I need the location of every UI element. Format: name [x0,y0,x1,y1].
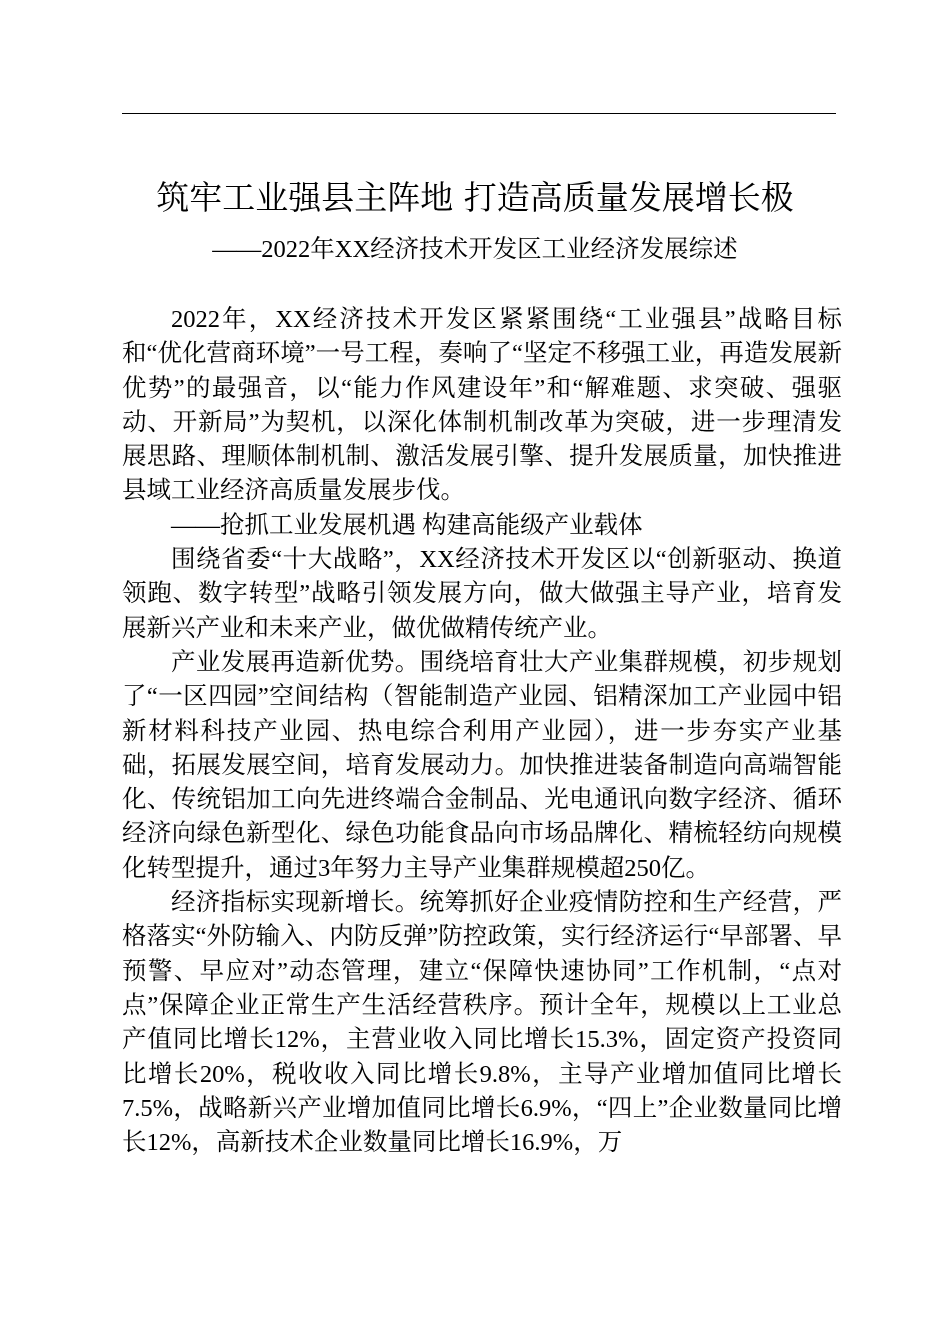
document-title: 筑牢工业强县主阵地 打造高质量发展增长极 [156,178,794,217]
header-rule [122,113,836,114]
paragraph-strategy: 围绕省委“十大战略”，XX经济技术开发区以“创新驱动、换道领跑、数字转型”战略引领发展方向，做大做强主导产业，培育发展新兴产业和未来产业，做优做精传统产业。 [122,546,842,642]
document-body [122,303,842,1160]
paragraph-industry: 产业发展再造新优势。围绕培育壮大产业集群规模，初步规划了“一区四园”空间结构（智能制造产业园、铝精深加工产业园中铝新材料科技产业园、热电综合利用产业园），进一步夯实产业基础，拓展发展空间，培育发展动力。加快推进装备制造向高端智能化、传统铝加工向先进终端合金制品、光电通讯向数字经济、循环经济向绿色新型化、绿色功能食品向市场品牌化、精梳轻纺向规模化转型提升，通过3年努力主导产业集群规模超250亿。 [122,648,842,882]
paragraph-economy: 经济指标实现新增长。统筹抓好企业疫情防控和生产经营，严格落实“外防输入、内防反弹”防控政策，实行经济运行“早部署、早预警、早应对”动态管理，建立“保障快速协同”工作机制，“点对点”保障企业正常生产生活经营秩序。预计全年，规模以上工业总产值同比增长12%，主营业收入同比增长15.3%，固定资产投资同比增长20%，税收收入同比增长9.8%，主导产业增加值同比增长7.5%，战略新兴产业增加值同比增长6.9%，“四上”企业数量同比增长12%，高新技术企业数量同比增长16.9%，万 [122,889,842,1157]
section-heading: ——抢抓工业发展机遇 构建高能级产业载体 [171,511,643,539]
document-subtitle: ——2022年XX经济技术开发区工业经济发展综述 [212,236,738,263]
paragraph-intro: 2022年，XX经济技术开发区紧紧围绕“工业强县”战略目标和“优化营商环境”一号工程，奏响了“坚定不移强工业，再造发展新优势”的最强音，以“能力作风建设年”和“解难题、求突破、强驱动、开新局”为契机，以深化体制机制改革为突破，进一步理清发展思路、理顺体制机制、激活发展引擎、提升发展质量，加快推进县域工业经济高质量发展步伐。 [122,306,842,505]
